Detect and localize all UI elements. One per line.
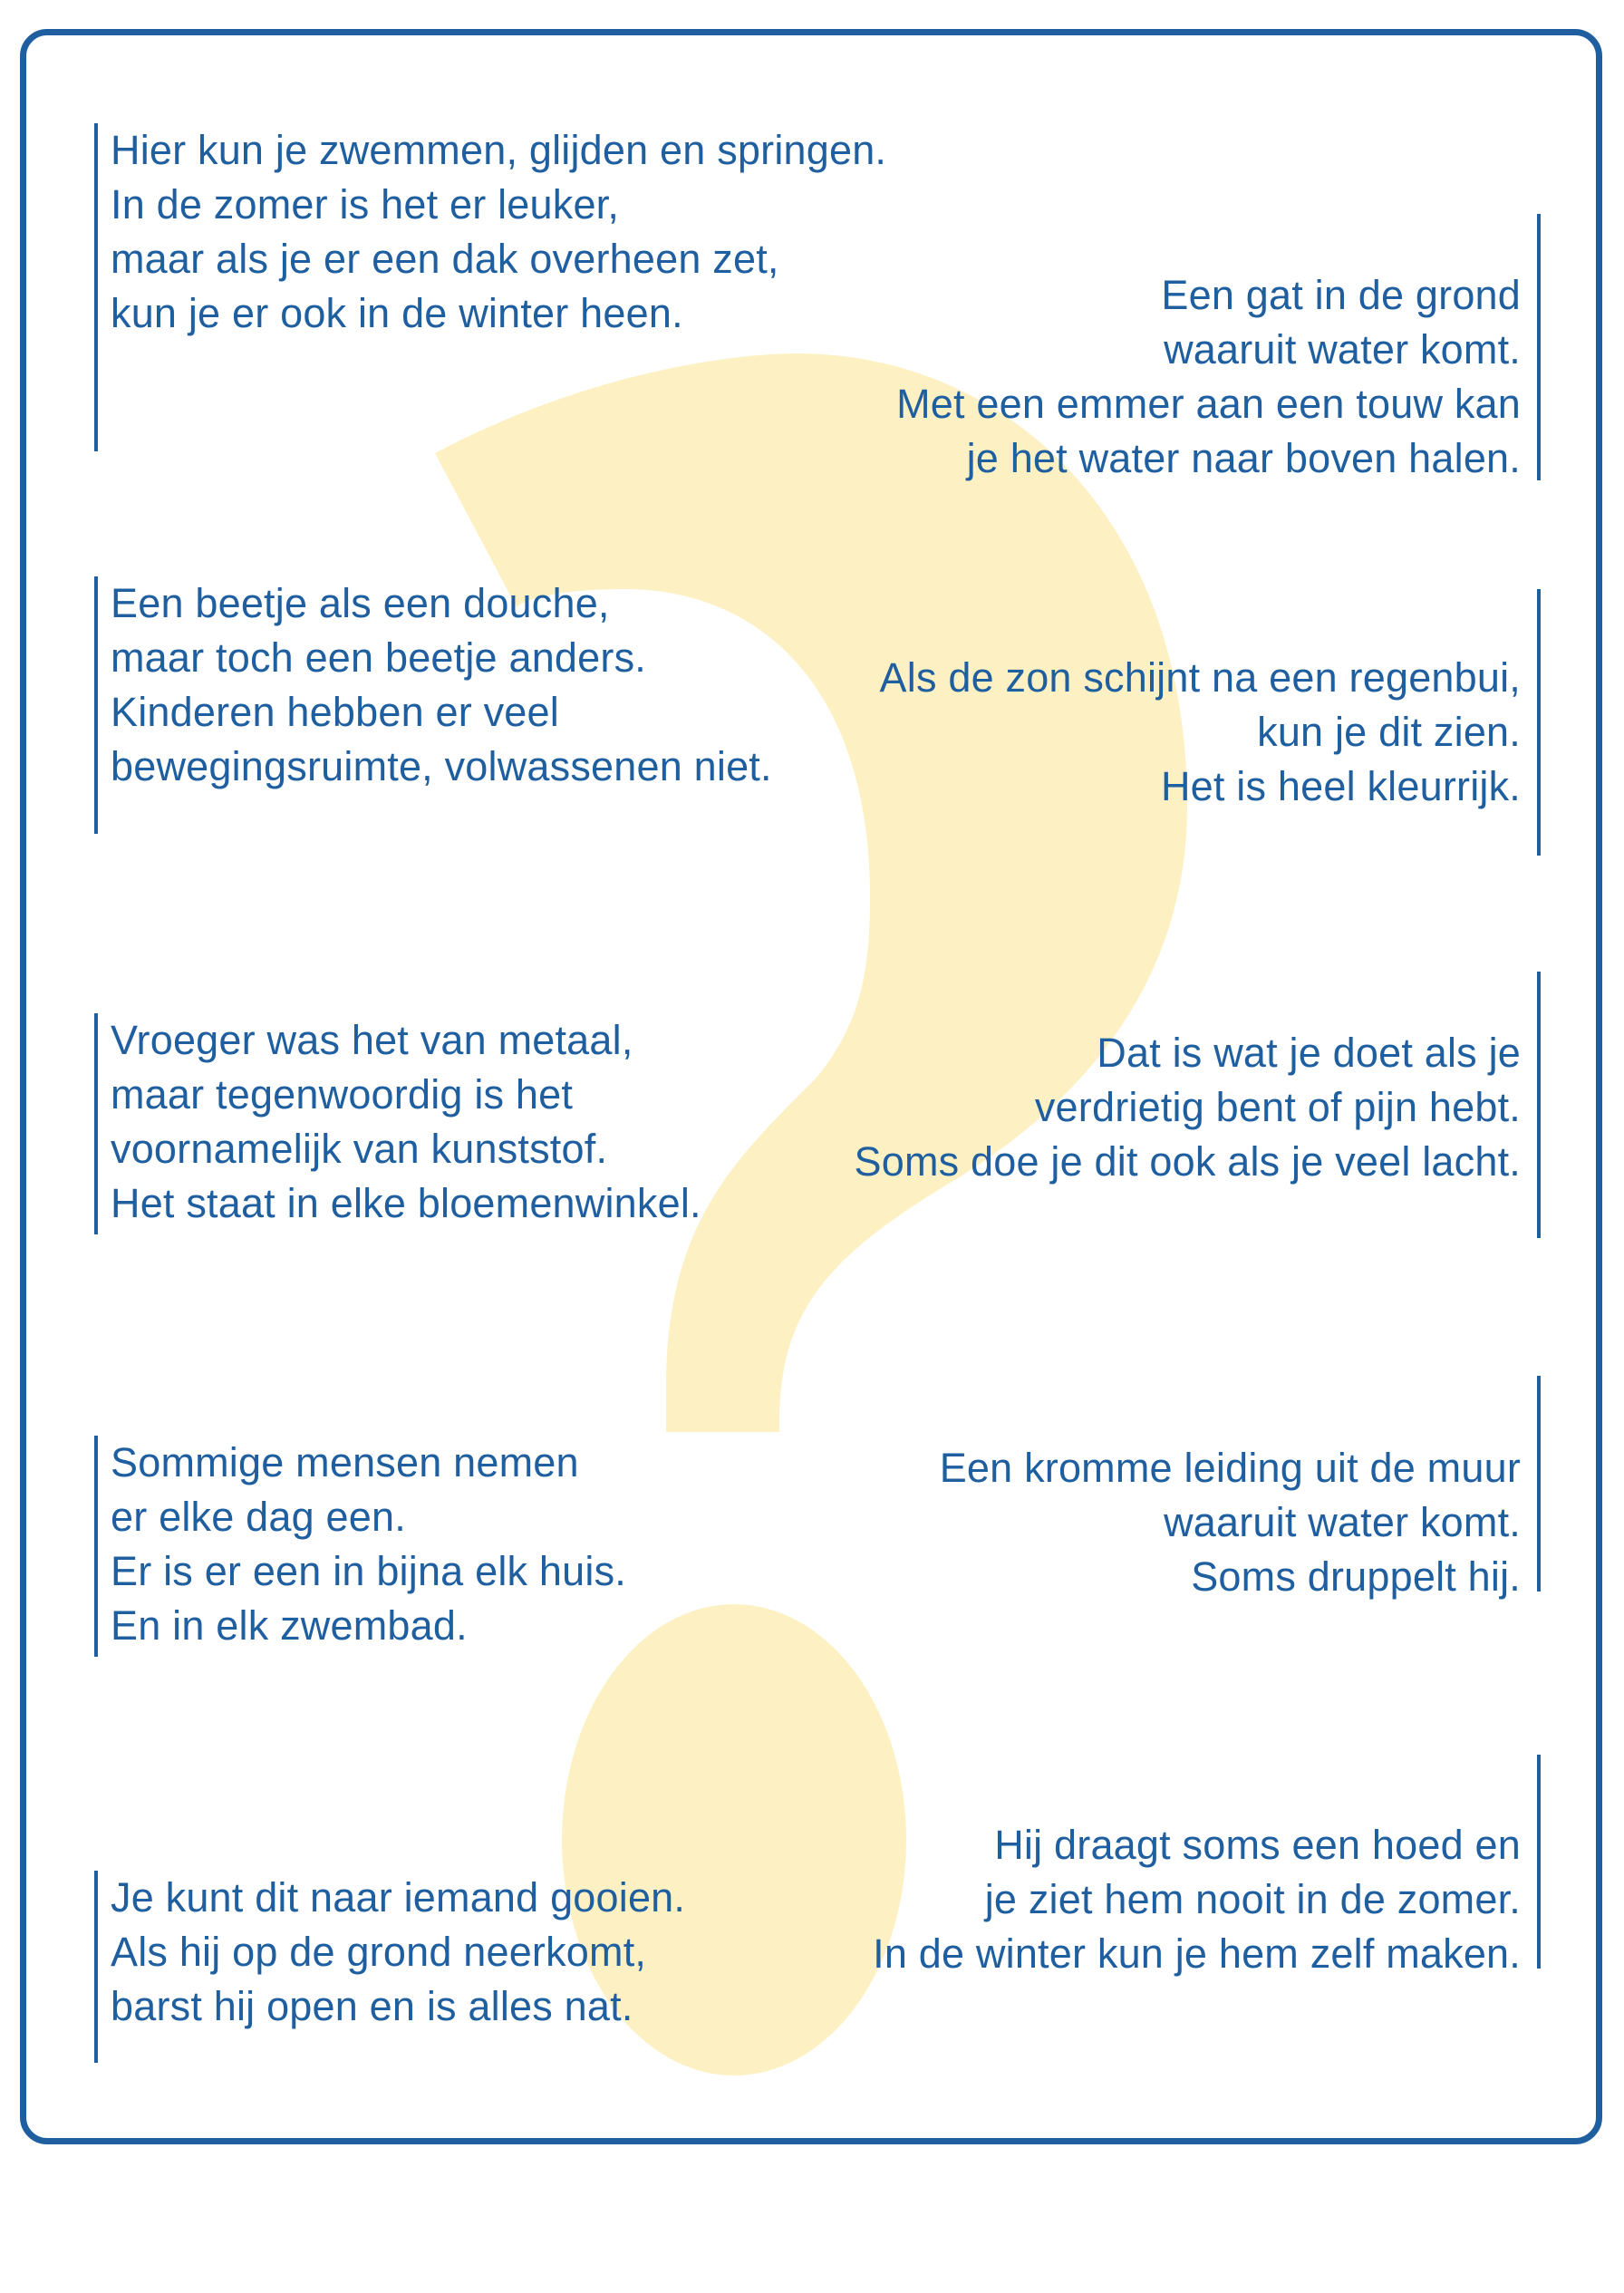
riddle-line: In de winter kun je hem zelf maken. [873, 1930, 1521, 1977]
riddle-8 [939, 1376, 1541, 1600]
riddle-line: Een beetje als een douche, [111, 580, 610, 626]
riddle-line: Het is heel kleurrijk. [1160, 763, 1521, 809]
riddle-line: je ziet hem nooit in de zomer. [984, 1876, 1521, 1922]
riddle-line: Het staat in elke bloemenwinkel. [111, 1180, 701, 1226]
riddle-line: Met een emmer aan een touw kan [896, 381, 1521, 427]
riddle-line: maar als je er een dak overheen zet, [111, 236, 779, 282]
riddle-line: Er is er een in bijna elk huis. [111, 1548, 626, 1594]
riddle-line: Als hij op de grond neerkomt, [111, 1929, 647, 1975]
riddle-10 [873, 1755, 1541, 1977]
riddle-line: kun je dit zien. [1257, 709, 1521, 755]
riddle-line: En in elk zwembad. [111, 1602, 468, 1649]
riddle-line: Sommige mensen nemen [111, 1439, 579, 1485]
riddle-line: Als de zon schijnt na een regenbui, [879, 654, 1521, 701]
riddle-line: Een kromme leiding uit de muur [939, 1445, 1521, 1491]
riddle-line: Soms druppelt hij. [1191, 1553, 1521, 1600]
riddle-line: Hier kun je zwemmen, glijden en springen. [111, 127, 887, 173]
riddle-line: In de zomer is het er leuker, [111, 181, 620, 227]
riddle-4 [880, 589, 1541, 856]
riddle-line: Soms doe je dit ook als je veel lacht. [854, 1138, 1521, 1185]
riddle-line: voornamelijk van kunststof. [111, 1126, 608, 1172]
riddle-line: Een gat in de grond [1161, 272, 1521, 318]
riddle-line: er elke dag een. [111, 1494, 406, 1540]
riddle-line: je het water naar boven halen. [966, 435, 1521, 481]
riddle-5 [94, 1013, 701, 1234]
riddle-7 [94, 1436, 626, 1657]
riddle-line: maar tegenwoordig is het [111, 1071, 574, 1117]
riddle-line: Vroeger was het van metaal, [111, 1017, 633, 1063]
riddle-line: verdrietig bent of pijn hebt. [1034, 1084, 1521, 1130]
riddle-line: Dat is wat je doet als je [1097, 1030, 1521, 1076]
riddle-line: bewegingsruimte, volwassenen niet. [111, 743, 772, 789]
riddle-6 [855, 972, 1542, 1238]
riddle-3 [94, 576, 772, 834]
riddle-2 [896, 214, 1541, 480]
riddle-line: Kinderen hebben er veel [111, 689, 559, 735]
riddle-line: maar toch een beetje anders. [111, 634, 646, 681]
riddle-9 [94, 1871, 685, 2063]
riddle-1 [94, 123, 886, 451]
riddle-line: barst hij open en is alles nat. [111, 1983, 633, 2029]
riddle-line: Hij draagt soms een hoed en [994, 1822, 1521, 1868]
riddle-line: waaruit water komt. [1164, 326, 1521, 372]
riddle-line: waaruit water komt. [1164, 1499, 1521, 1545]
riddle-line: kun je er ook in de winter heen. [111, 290, 683, 336]
riddle-line: Je kunt dit naar iemand gooien. [111, 1874, 686, 1921]
